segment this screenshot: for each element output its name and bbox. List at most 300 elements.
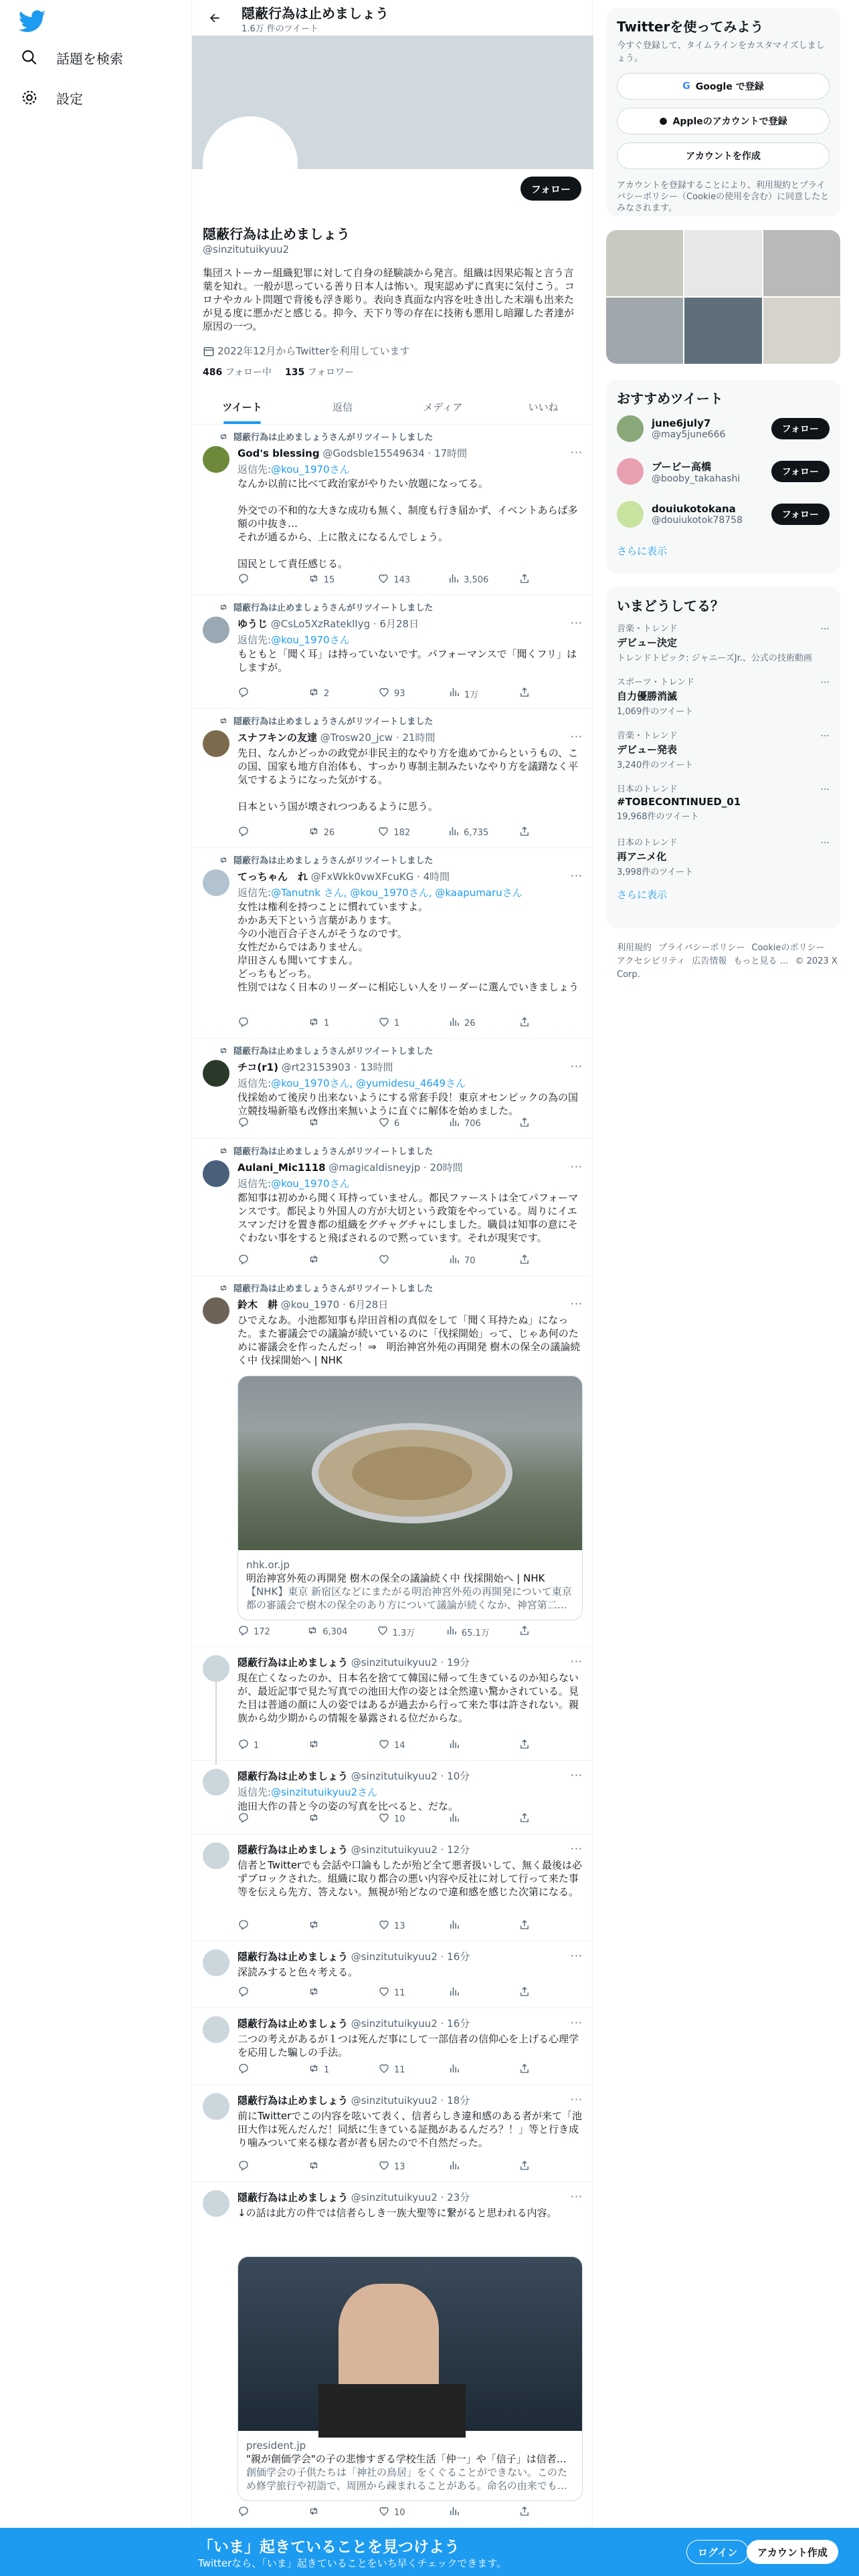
like-button[interactable] bbox=[378, 2505, 418, 2520]
like-button[interactable] bbox=[378, 1253, 418, 1268]
more-options-icon[interactable]: ··· bbox=[570, 730, 583, 743]
tweet-author-name[interactable]: 隠蔽行為は止めましょう bbox=[237, 2095, 349, 2107]
views-button[interactable] bbox=[446, 1624, 490, 1639]
more-options-icon[interactable]: ··· bbox=[570, 2016, 583, 2029]
tweet-avatar[interactable] bbox=[203, 1842, 229, 1869]
tab-replies[interactable]: 返信 bbox=[332, 401, 353, 413]
recommended-user-avatar[interactable] bbox=[617, 415, 644, 442]
tweet-author-name[interactable]: 隠蔽行為は止めましょう bbox=[237, 1844, 349, 1856]
views-button[interactable] bbox=[448, 572, 488, 587]
retweet-count: 1 bbox=[324, 1018, 330, 1029]
tweet-author-handle[interactable]: @sinzitutuikyuu2 bbox=[351, 2095, 438, 2107]
tweet-author-name[interactable]: スナフキンの友達 bbox=[237, 732, 317, 744]
media-thumbnail[interactable] bbox=[763, 230, 840, 296]
reply-button[interactable] bbox=[237, 1985, 278, 2000]
trend-item[interactable] bbox=[617, 775, 830, 829]
view-count: 3,506 bbox=[464, 574, 489, 585]
tweet-author-handle[interactable]: @CsLo5XzRateklIyg bbox=[270, 618, 371, 630]
recommended-user-avatar[interactable] bbox=[617, 458, 644, 485]
tweet-author-handle[interactable]: @sinzitutuikyuu2 bbox=[351, 1844, 438, 1856]
heart-icon bbox=[378, 2159, 390, 2174]
tweet-time[interactable]: 4時間 bbox=[423, 871, 450, 883]
trend-item[interactable] bbox=[617, 722, 830, 775]
tab-media[interactable]: メディア bbox=[423, 401, 463, 413]
recommended-follow-button[interactable]: フォロー bbox=[771, 418, 830, 439]
tweet-author-handle[interactable]: @sinzitutuikyuu2 bbox=[351, 1770, 438, 1782]
profile-handle: @sinzitutuikyuu2 bbox=[203, 243, 290, 255]
tweet-avatar[interactable] bbox=[203, 869, 229, 896]
reply-button[interactable] bbox=[237, 1919, 278, 1933]
apple-icon: ● bbox=[659, 116, 668, 126]
tweet-avatar[interactable] bbox=[203, 1297, 229, 1324]
like-button[interactable] bbox=[377, 572, 417, 587]
reply-to-link[interactable]: @Tanutnk さん, @kou_1970さん, @kaapumaruさん bbox=[271, 887, 522, 899]
tweet-author-name[interactable]: チコ(r1) bbox=[237, 1061, 278, 1073]
views-button[interactable] bbox=[448, 2159, 488, 2174]
follow-button[interactable]: フォロー bbox=[520, 177, 581, 201]
login-banner-subtitle: Twitterなら、「いま」起きていることをいち早くチェックできます。 bbox=[198, 2557, 507, 2569]
link-card[interactable] bbox=[237, 2256, 583, 2501]
reply-to-link[interactable]: @kou_1970さん, @yumidesu_4649さん bbox=[271, 1077, 466, 1089]
tweet-author-name[interactable]: 隠蔽行為は止めましょう bbox=[237, 1951, 349, 1963]
views-button[interactable] bbox=[448, 1016, 488, 1031]
tweet-header: てっちゃん れ @FxWkk0vwXFcuKG · 4時間 bbox=[237, 871, 450, 883]
recommended-user-handle: @booby_takahashi bbox=[652, 473, 741, 484]
more-options-icon[interactable]: ··· bbox=[570, 1842, 583, 1855]
share-button[interactable] bbox=[518, 686, 532, 701]
tweet-header: 隠蔽行為は止めましょう @sinzitutuikyuu2 · 10分 bbox=[237, 1770, 470, 1782]
reply-icon bbox=[237, 1016, 250, 1031]
tweet-author-handle[interactable]: @sinzitutuikyuu2 bbox=[351, 2018, 438, 2030]
more-options-icon[interactable]: ··· bbox=[570, 1160, 583, 1173]
retweet-icon bbox=[308, 1116, 320, 1131]
share-icon bbox=[518, 1116, 531, 1131]
tweet[interactable] bbox=[192, 1039, 593, 1139]
like-button[interactable] bbox=[378, 1116, 418, 1131]
trend-item[interactable] bbox=[617, 829, 830, 882]
reply-button[interactable] bbox=[237, 572, 278, 587]
reply-prefix: 返信先: bbox=[237, 887, 272, 899]
share-icon bbox=[518, 1624, 531, 1639]
heart-icon bbox=[378, 1812, 390, 1826]
footer-link[interactable]: Cookieのポリシー bbox=[751, 943, 825, 953]
tweet-time[interactable]: 19分 bbox=[447, 1656, 470, 1669]
tweet-text: ひでえなあ。小池都知事も岸田首相の真似をして「聞く耳持たぬ」になった。また審議会での議論が続いているのに「伐採開始」って、じゃあ何のために審議会を作ったんだっ！⇒ 明治神宮外苑の再開発 樹木の保全の議論続く中 伐採開始へ | NHK bbox=[237, 1314, 581, 1366]
tweet-avatar[interactable] bbox=[203, 1769, 229, 1796]
share-button[interactable] bbox=[518, 1919, 532, 1933]
retweet-icon bbox=[219, 1283, 228, 1293]
footer-link[interactable]: 利用規約 bbox=[617, 943, 652, 953]
views-button[interactable] bbox=[448, 1919, 488, 1933]
retweet-button[interactable] bbox=[308, 825, 348, 840]
reply-count: 172 bbox=[254, 1626, 270, 1637]
retweet-button[interactable] bbox=[308, 2159, 348, 2174]
tweet-avatar[interactable] bbox=[203, 1949, 229, 1976]
profile-header bbox=[192, 0, 592, 35]
more-options-icon[interactable]: ··· bbox=[820, 838, 830, 849]
views-chart-icon bbox=[446, 1624, 458, 1639]
views-chart-icon bbox=[448, 686, 460, 701]
like-button[interactable] bbox=[377, 825, 417, 840]
login-button[interactable]: ログイン bbox=[686, 2540, 749, 2564]
reply-button[interactable] bbox=[237, 1253, 278, 1268]
share-button[interactable] bbox=[518, 572, 532, 587]
trend-meta: 3,998件のツイート bbox=[617, 867, 694, 877]
following-label: フォロー中 bbox=[225, 367, 272, 378]
tab-tweets[interactable]: ツイート bbox=[192, 389, 292, 424]
reply-icon bbox=[237, 1812, 250, 1826]
tweet[interactable] bbox=[192, 1276, 593, 1647]
share-button[interactable] bbox=[518, 2159, 532, 2174]
views-button[interactable] bbox=[448, 2505, 488, 2520]
more-options-icon[interactable]: ··· bbox=[570, 446, 583, 459]
more-options-icon[interactable]: ··· bbox=[570, 1949, 583, 1962]
tweet-time[interactable]: 6月28日 bbox=[349, 1299, 389, 1311]
share-button[interactable] bbox=[518, 1253, 532, 1268]
tweet-time[interactable]: 6月28日 bbox=[379, 618, 419, 630]
reply-icon bbox=[237, 2062, 250, 2077]
tweet-avatar[interactable] bbox=[203, 1655, 229, 1682]
retweet-label: 隠蔽行為は止めましょうさんがリツイートしました bbox=[233, 717, 434, 727]
tweet-author-handle[interactable]: @Trosw20_jcw bbox=[320, 732, 393, 744]
media-thumbnail[interactable] bbox=[684, 230, 761, 296]
tweet-author-name[interactable]: Aulani_Mic1118 bbox=[237, 1162, 326, 1174]
reply-button[interactable] bbox=[237, 2505, 278, 2520]
tweet-time[interactable]: 13時間 bbox=[360, 1061, 393, 1073]
like-count: 143 bbox=[393, 574, 411, 585]
more-options-icon[interactable]: ··· bbox=[570, 1060, 583, 1073]
like-button[interactable] bbox=[378, 2062, 418, 2077]
tweet-time[interactable]: 23分 bbox=[447, 2191, 470, 2204]
twitter-logo-icon[interactable] bbox=[17, 7, 47, 36]
recommended-follow-button[interactable]: フォロー bbox=[771, 504, 830, 525]
views-button[interactable] bbox=[448, 1738, 488, 1753]
nav-settings[interactable] bbox=[16, 79, 83, 116]
tweet-actions bbox=[237, 1738, 532, 1753]
recommended-user[interactable] bbox=[617, 450, 830, 493]
followers-count: 135 bbox=[285, 367, 305, 378]
like-button[interactable] bbox=[378, 1738, 418, 1753]
like-button[interactable] bbox=[378, 686, 418, 701]
retweet-button[interactable] bbox=[308, 2505, 348, 2520]
heart-icon bbox=[378, 1253, 390, 1268]
reply-to-link[interactable]: @kou_1970さん bbox=[271, 634, 350, 646]
recommended-user-name: ブービー高橋 bbox=[652, 460, 711, 473]
reply-button[interactable] bbox=[237, 2062, 278, 2077]
retweet-icon bbox=[308, 1016, 320, 1031]
tweet-time[interactable]: 20時間 bbox=[430, 1162, 463, 1174]
like-count: 1.3万 bbox=[392, 1628, 415, 1638]
share-button[interactable] bbox=[518, 825, 532, 840]
more-options-icon[interactable]: ··· bbox=[570, 1297, 583, 1310]
like-count: 11 bbox=[394, 1988, 405, 1998]
retweet-button[interactable] bbox=[308, 2062, 348, 2077]
reply-icon bbox=[237, 1738, 250, 1753]
reply-icon bbox=[237, 2159, 250, 2174]
tweet-header: 鈴木 耕 @kou_1970 · 6月28日 bbox=[237, 1299, 389, 1311]
tweet-author-name[interactable]: God's blessing bbox=[237, 447, 320, 459]
retweet-button[interactable] bbox=[308, 1985, 348, 2000]
share-button[interactable] bbox=[518, 1738, 532, 1753]
share-icon bbox=[518, 1919, 531, 1933]
tweet-author-name[interactable]: 隠蔽行為は止めましょう bbox=[237, 1770, 349, 1782]
trend-item[interactable] bbox=[617, 668, 830, 722]
share-button[interactable] bbox=[518, 2062, 532, 2077]
following-link[interactable] bbox=[203, 365, 272, 379]
tweet[interactable] bbox=[192, 595, 593, 709]
views-button[interactable] bbox=[448, 1812, 488, 1826]
link-card[interactable] bbox=[237, 1376, 583, 1620]
followers-link[interactable] bbox=[285, 365, 354, 379]
tweet-time[interactable]: 16分 bbox=[447, 1951, 470, 1963]
tweet-text: ↓の話は此方の件では信者らしき一族大聖等に繋がると思われる内容。 bbox=[237, 2207, 557, 2219]
reply-icon bbox=[237, 1116, 250, 1131]
tweet-author-name[interactable]: てっちゃん れ bbox=[237, 871, 308, 883]
like-button[interactable] bbox=[378, 1985, 418, 2000]
trend-category: 音楽・トレンド bbox=[617, 731, 678, 741]
tweet-header: スナフキンの友達 @Trosw20_jcw · 21時間 bbox=[237, 732, 436, 744]
reply-button[interactable] bbox=[237, 1624, 278, 1639]
heart-icon bbox=[378, 1116, 390, 1131]
signup-title: Twitterを使ってみよう bbox=[617, 19, 764, 35]
retweet-button[interactable] bbox=[308, 1253, 348, 1268]
more-options-icon[interactable]: ··· bbox=[570, 869, 583, 882]
share-icon bbox=[518, 1985, 531, 2000]
retweet-icon bbox=[219, 1146, 228, 1156]
tweet-avatar[interactable] bbox=[203, 2016, 229, 2043]
retweet-button[interactable] bbox=[308, 1919, 348, 1933]
like-button[interactable] bbox=[377, 1624, 417, 1639]
tweet[interactable] bbox=[192, 2008, 593, 2085]
views-button[interactable] bbox=[448, 2062, 488, 2077]
retweet-count: 26 bbox=[323, 827, 335, 838]
footer-link[interactable]: アクセシビリティ bbox=[617, 956, 686, 966]
retweet-button[interactable] bbox=[308, 1116, 348, 1131]
share-button[interactable] bbox=[518, 1016, 532, 1031]
views-chart-icon bbox=[448, 1738, 460, 1753]
tweet-author-name[interactable]: 隠蔽行為は止めましょう bbox=[237, 2018, 349, 2030]
tweet-author-name[interactable]: ゆうじ bbox=[237, 618, 268, 630]
reply-button[interactable] bbox=[237, 1116, 278, 1131]
share-button[interactable] bbox=[518, 1624, 532, 1639]
views-button[interactable] bbox=[448, 1253, 488, 1268]
retweet-icon bbox=[308, 1253, 320, 1268]
trend-meta: 3,240件のツイート bbox=[617, 760, 694, 770]
nav-explore[interactable] bbox=[16, 39, 123, 76]
google-signup-button[interactable] bbox=[617, 73, 830, 100]
reply-button[interactable] bbox=[237, 1812, 278, 1826]
tweet-time[interactable]: 18分 bbox=[447, 2095, 470, 2107]
tweet[interactable] bbox=[192, 425, 593, 595]
card-title: 明治神宮外苑の再開発 樹木の保全の議論続く中 伐採開始へ | NHK bbox=[246, 1572, 545, 1584]
more-options-icon[interactable]: ··· bbox=[570, 2093, 583, 2106]
tweet[interactable] bbox=[192, 848, 593, 1039]
tweet-avatar[interactable] bbox=[203, 2190, 229, 2217]
retweet-button[interactable] bbox=[306, 1624, 347, 1639]
reply-to-link[interactable]: @kou_1970さん bbox=[271, 463, 350, 475]
retweet-count: 15 bbox=[323, 574, 335, 585]
share-button[interactable] bbox=[518, 2505, 532, 2520]
profile-avatar[interactable] bbox=[203, 116, 298, 211]
reply-button[interactable] bbox=[237, 1738, 278, 1753]
create-account-button[interactable]: アカウントを作成 bbox=[617, 142, 830, 169]
retweet-count: 2 bbox=[324, 688, 330, 699]
nav-settings-label: 設定 bbox=[56, 90, 83, 107]
tweet[interactable] bbox=[192, 1139, 593, 1276]
tweet-avatar[interactable] bbox=[203, 2093, 229, 2120]
card-title: "親が創価学会"の子の悲惨すぎる学校生活「仲一」や「信子」は信者… bbox=[246, 2453, 567, 2465]
reply-button[interactable] bbox=[237, 825, 278, 840]
tweet-header: 隠蔽行為は止めましょう @sinzitutuikyuu2 · 12分 bbox=[237, 1844, 470, 1856]
reply-to bbox=[237, 462, 350, 476]
tweet-author-handle[interactable]: @FxWkk0vwXFcuKG bbox=[310, 871, 414, 883]
tweet-time[interactable]: 10分 bbox=[447, 1770, 470, 1782]
tweet-actions bbox=[237, 686, 532, 701]
views-button[interactable] bbox=[448, 1116, 488, 1131]
tweet[interactable] bbox=[192, 1941, 593, 2008]
recommended-box bbox=[606, 380, 840, 574]
reply-to-link[interactable]: @sinzitutuikyuu2さん bbox=[271, 1786, 378, 1798]
tweet-author-name[interactable]: 鈴木 耕 bbox=[237, 1299, 278, 1311]
reply-icon bbox=[237, 1985, 250, 2000]
tweet-actions bbox=[237, 2505, 532, 2520]
view-count: 70 bbox=[464, 1255, 476, 1266]
views-button[interactable] bbox=[448, 686, 488, 701]
like-button[interactable] bbox=[378, 1919, 418, 1933]
tweet-author-name[interactable]: 隠蔽行為は止めましょう bbox=[237, 1656, 349, 1669]
tweet-time[interactable]: 17時間 bbox=[434, 447, 468, 459]
trends-show-more[interactable]: さらに表示 bbox=[617, 889, 668, 901]
tweet-text: 信者とTwitterでも会話や口論もしたが殆ど全て悪者扱いして、無く最後は必ずブロックされた。組織に取り都合の悪い内容や反社に対して行って来た事等を伝えら先方、答えない。無視が殆どなので違和感を感じた次第になる。 bbox=[237, 1859, 582, 1898]
tweet[interactable] bbox=[192, 2182, 593, 2528]
tweet-time[interactable]: 12分 bbox=[447, 1844, 470, 1856]
tweet-author-handle[interactable]: @Godsble15549634 bbox=[322, 447, 425, 459]
tweet-text: 先日、なんかどっかの政党が非民主的なやり方を進めてからというもの、この国、国家も地方自治体も、すっかり専制主制みたいなやり方を議躇なく平気でするようになった気がする。 日本という国が壊されつつあるように思う。 bbox=[237, 747, 579, 813]
more-options-icon[interactable]: ··· bbox=[820, 677, 830, 688]
google-signup-label: Google で登録 bbox=[695, 82, 764, 92]
views-chart-icon bbox=[448, 2505, 460, 2520]
share-icon bbox=[518, 572, 531, 587]
tab-likes[interactable]: いいね bbox=[528, 401, 559, 413]
tweet-time[interactable]: 16分 bbox=[447, 2018, 470, 2030]
terms-text: アカウントを登録することにより、利用規約とプライバシーポリシー（Cookieの使用を含む）に同意したとみなされます。 bbox=[617, 181, 830, 213]
retweet-indicator bbox=[219, 714, 433, 727]
reply-to-link[interactable]: @kou_1970さん bbox=[271, 1178, 350, 1190]
retweet-button[interactable] bbox=[308, 686, 348, 701]
signup-button[interactable]: アカウント作成 bbox=[747, 2540, 838, 2564]
share-button[interactable] bbox=[518, 1985, 532, 2000]
tweet-avatar[interactable] bbox=[203, 446, 229, 473]
more-options-icon[interactable]: ··· bbox=[570, 1769, 583, 1782]
like-count: 13 bbox=[394, 2161, 405, 2172]
views-button[interactable] bbox=[448, 825, 488, 840]
tweet-author-handle[interactable]: @sinzitutuikyuu2 bbox=[351, 1656, 438, 1669]
retweet-icon bbox=[308, 1919, 320, 1933]
tweet-avatar[interactable] bbox=[203, 1060, 229, 1087]
tweet-author-name[interactable]: 隠蔽行為は止めましょう bbox=[237, 2191, 349, 2204]
trend-category: 音楽・トレンド bbox=[617, 624, 678, 634]
tweet-avatar[interactable] bbox=[203, 1160, 229, 1187]
retweet-button[interactable] bbox=[308, 1812, 348, 1826]
tweet-author-handle[interactable]: @magicaldisneyjp bbox=[328, 1162, 421, 1174]
recommended-show-more[interactable]: さらに表示 bbox=[617, 545, 668, 557]
retweet-count: 1 bbox=[324, 2064, 330, 2075]
retweet-label: 隠蔽行為は止めましょうさんがリツイートしました bbox=[233, 1147, 434, 1157]
tweet[interactable] bbox=[192, 1761, 593, 1834]
more-options-icon[interactable]: ··· bbox=[570, 617, 583, 629]
media-thumbnail[interactable] bbox=[606, 298, 683, 364]
tweet-author-handle[interactable]: @sinzitutuikyuu2 bbox=[351, 1951, 438, 1963]
footer-link[interactable]: 広告情報 bbox=[692, 956, 727, 966]
retweet-button[interactable] bbox=[308, 572, 348, 587]
share-button[interactable] bbox=[518, 1812, 532, 1826]
footer-link[interactable]: プライバシーポリシー bbox=[658, 943, 745, 953]
like-button[interactable] bbox=[378, 2159, 418, 2174]
tweet[interactable] bbox=[192, 2085, 593, 2182]
apple-signup-button[interactable] bbox=[617, 108, 830, 134]
retweet-icon bbox=[308, 2505, 320, 2520]
reply-prefix: 返信先: bbox=[237, 1786, 272, 1798]
footer-link[interactable]: もっと見る … bbox=[733, 956, 789, 966]
tweet-time[interactable]: 21時間 bbox=[402, 732, 436, 744]
heart-icon bbox=[377, 572, 389, 587]
tweet-author-handle[interactable]: @rt23153903 bbox=[281, 1061, 351, 1073]
heart-icon bbox=[377, 825, 389, 840]
footer-links bbox=[617, 942, 838, 982]
tweet[interactable] bbox=[192, 1834, 593, 1941]
reply-button[interactable] bbox=[237, 686, 278, 701]
views-button[interactable] bbox=[448, 1985, 488, 2000]
back-arrow-icon[interactable] bbox=[203, 6, 227, 30]
recommended-user[interactable] bbox=[617, 407, 830, 450]
more-options-icon[interactable]: ··· bbox=[820, 731, 830, 742]
tweet-author-handle[interactable]: @kou_1970 bbox=[280, 1299, 340, 1311]
more-options-icon[interactable]: ··· bbox=[820, 784, 830, 795]
media-thumbnail[interactable] bbox=[606, 230, 683, 296]
tweet-avatar[interactable] bbox=[203, 617, 229, 643]
trend-item[interactable] bbox=[617, 615, 830, 668]
profile-tabs bbox=[192, 389, 593, 425]
like-count: 1 bbox=[394, 1018, 400, 1029]
tweet-avatar[interactable] bbox=[203, 730, 229, 757]
more-options-icon[interactable]: ··· bbox=[570, 1655, 583, 1668]
recommended-follow-button[interactable]: フォロー bbox=[771, 461, 830, 482]
like-count: 13 bbox=[394, 1921, 405, 1931]
like-button[interactable] bbox=[378, 1016, 418, 1031]
more-options-icon[interactable]: ··· bbox=[570, 2190, 583, 2203]
recommended-user-avatar[interactable] bbox=[617, 501, 644, 528]
media-thumbnail[interactable] bbox=[763, 298, 840, 364]
retweet-button[interactable] bbox=[308, 1738, 348, 1753]
reply-button[interactable] bbox=[237, 2159, 278, 2174]
media-thumbnail[interactable] bbox=[684, 298, 761, 364]
login-banner-title: 「いま」起きていることを見つけよう bbox=[198, 2539, 460, 2556]
reply-button[interactable] bbox=[237, 1016, 278, 1031]
more-options-icon[interactable]: ··· bbox=[820, 624, 830, 635]
like-button[interactable] bbox=[378, 1812, 418, 1826]
recommended-user[interactable] bbox=[617, 493, 830, 536]
tweet-author-handle[interactable]: @sinzitutuikyuu2 bbox=[351, 2191, 438, 2204]
footer-link[interactable]: © 2023 X Corp. bbox=[617, 956, 838, 980]
tweet-header: ゆうじ @CsLo5XzRateklIyg · 6月28日 bbox=[237, 618, 419, 630]
retweet-button[interactable] bbox=[308, 1016, 348, 1031]
share-button[interactable] bbox=[518, 1116, 532, 1131]
card-description: 創価学会の子供たちは「神社の鳥居」をくぐることができない。このため修学旅行や初詣で、周囲から疎まれることがある。命名の由来でも… bbox=[246, 2466, 568, 2492]
tweet[interactable] bbox=[192, 709, 593, 848]
tweet[interactable] bbox=[192, 1647, 593, 1761]
tweet-header: God's blessing @Godsble15549634 · 17時間 bbox=[237, 447, 468, 459]
tweet-header: Aulani_Mic1118 @magicaldisneyjp · 20時間 bbox=[237, 1162, 463, 1174]
